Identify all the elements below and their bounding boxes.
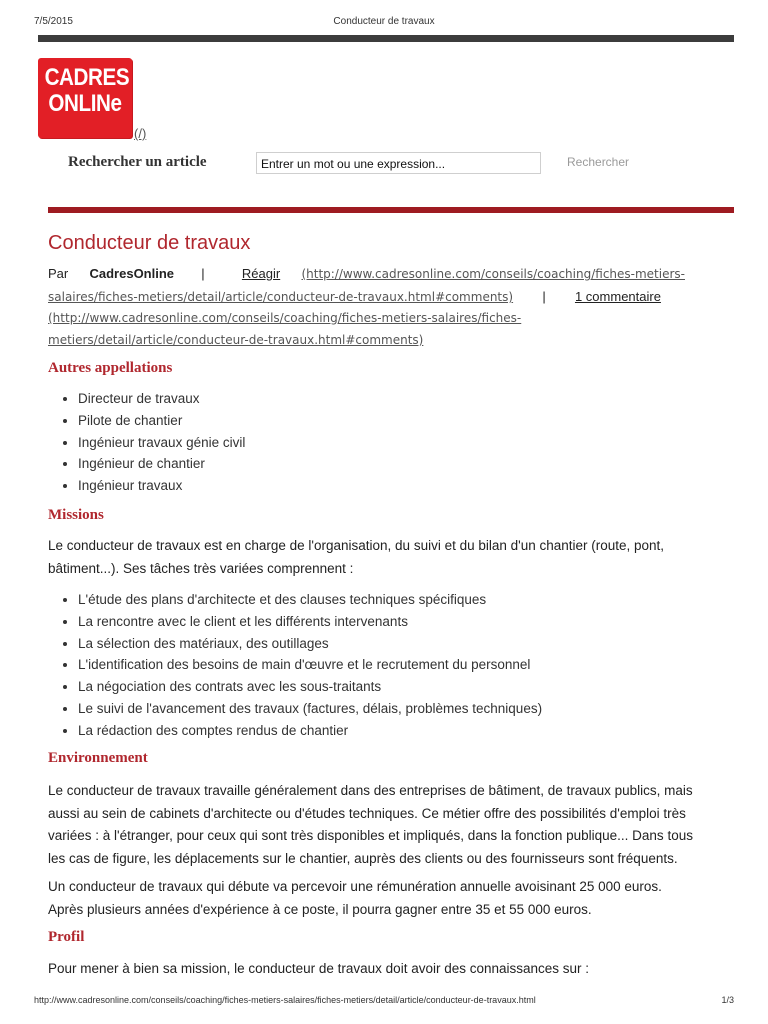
article-meta-line-1	[48, 266, 734, 284]
list-item: • Le suivi de l'avancement des travaux (factures, délais, problèmes techniques)	[78, 698, 738, 720]
page-number: 1/3	[721, 995, 734, 1005]
environnement-paragraph-1	[48, 780, 734, 870]
comments-url-1[interactable]: (http://www.cadresonline.com/conseils/coaching/fiches-metiers-salaires/fiches-	[48, 311, 522, 325]
paragraph-line: variées : à l'étranger, pour ceux qui sont très disponibles et impliqués, dans la fonction publique... Dans tous	[48, 828, 693, 843]
list-item: • L'identification des besoins de main d'œuvre et le recrutement du personnel	[78, 654, 738, 676]
paragraph-line: Le conducteur de travaux est en charge de l'organisation, du suivi et du bilan d'un chantier (route, pont,	[48, 538, 665, 553]
paragraph-line: aussi au sein de cabinets d'architecte ou d'études techniques. Ce métier offre des possibilités d'emploi très	[48, 805, 686, 821]
article-title: Conducteur de travaux	[48, 232, 251, 254]
by-label: Par	[48, 266, 69, 281]
article-meta-line-2	[48, 289, 734, 307]
meta-separator: |	[201, 266, 205, 281]
list-item: • Ingénieur de chantier	[78, 453, 738, 475]
heading-missions: Missions	[48, 507, 104, 523]
heading-environnement: Environnement	[48, 750, 148, 766]
list-item: • La rencontre avec le client et les différents intervenants	[78, 611, 738, 633]
list-item: • Pilote de chantier	[78, 410, 738, 432]
logo-text-line1: CADRES	[44, 64, 130, 91]
list-item: • L'étude des plans d'architecte et des clauses techniques spécifiques	[78, 589, 738, 611]
meta-separator-2: |	[542, 289, 546, 304]
list-missions	[62, 589, 738, 742]
print-footer	[34, 995, 734, 1005]
react-url-2[interactable]: salaires/fiches-metiers/detail/article/conducteur-de-travaux.html#comments)	[48, 290, 514, 304]
paragraph-line: les cas de figure, les déplacements sur le chantier, auprès des clients ou des fournisseurs sont fréquents.	[48, 850, 678, 866]
paragraph-line: Un conducteur de travaux qui débute va percevoir une rémunération annuelle avoisinant 25 000 euros.	[48, 879, 662, 894]
list-item: • Directeur de travaux	[78, 388, 738, 410]
print-title: Conducteur de travaux	[333, 16, 435, 27]
heading-autres-appellations: Autres appellations	[48, 360, 173, 376]
comments-url-2[interactable]: metiers/detail/article/conducteur-de-travaux.html#comments)	[48, 333, 424, 347]
footer-url: http://www.cadresonline.com/conseils/coaching/fiches-metiers-salaires/fiches-metiers/detail/article/conducteur-de-travaux.html	[34, 995, 536, 1005]
article-meta-line-4	[48, 332, 734, 350]
comments-link[interactable]: 1 commentaire	[574, 289, 661, 304]
list-autres-appellations	[62, 388, 738, 497]
list-item: • La rédaction des comptes rendus de chantier	[78, 720, 738, 742]
print-date: 7/5/2015	[34, 16, 73, 27]
search-input[interactable]: Entrer un mot ou une expression...	[256, 152, 541, 174]
paragraph-line: bâtiment...). Ses tâches très variées comprennent :	[48, 560, 354, 576]
logo-text-line2: ONLINe	[48, 90, 122, 117]
cadresonline-logo[interactable]	[38, 58, 132, 138]
paragraph-line: Pour mener à bien sa mission, le conducteur de travaux doit avoir des connaissances sur :	[48, 961, 590, 976]
list-item: • Ingénieur travaux génie civil	[78, 432, 738, 454]
list-item: • La négociation des contrats avec les sous-traitants	[78, 676, 738, 698]
search-label: Rechercher un article	[68, 154, 207, 170]
top-bar	[38, 35, 734, 42]
profil-paragraph	[48, 958, 734, 981]
search-button[interactable]: Rechercher	[567, 155, 630, 169]
section-divider	[48, 207, 734, 213]
list-item: • La sélection des matériaux, des outillages	[78, 633, 738, 655]
author-name: CadresOnline	[89, 266, 175, 281]
home-link[interactable]: (/)	[134, 126, 147, 141]
missions-intro	[48, 535, 734, 580]
list-item: • Ingénieur travaux	[78, 475, 738, 497]
react-link[interactable]: Réagir	[241, 266, 281, 281]
environnement-paragraph-2	[48, 876, 734, 921]
paragraph-line: Après plusieurs années d'expérience à ce poste, il pourra gagner entre 35 et 55 000 euros.	[48, 901, 592, 917]
react-url-1[interactable]: (http://www.cadresonline.com/conseils/coaching/fiches-metiers-	[301, 267, 685, 281]
paragraph-line: Le conducteur de travaux travaille généralement dans des entreprises de bâtiment, de travaux publics, mais	[48, 783, 693, 798]
heading-profil: Profil	[48, 929, 85, 945]
print-header	[34, 16, 734, 30]
article-meta-line-3	[48, 310, 734, 328]
